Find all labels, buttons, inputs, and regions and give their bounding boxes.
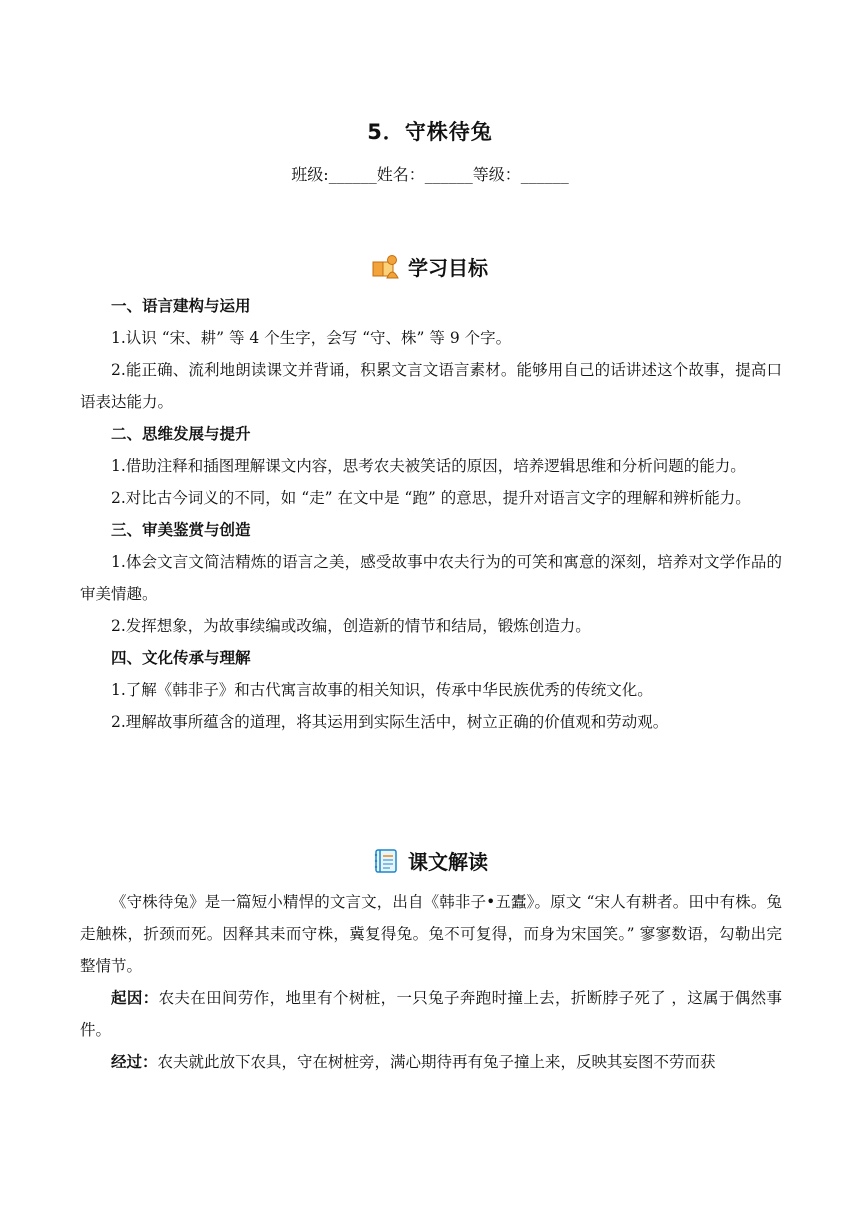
process-paragraph	[80, 1046, 782, 1078]
section-heading-text-interpretation	[0, 846, 860, 875]
goal-item: 2.理解故事所蕴含的道理，将其运用到实际生活中，树立正确的价值观和劳动观。	[111, 713, 669, 731]
section-heading-label: 课文解读	[408, 850, 488, 874]
notebook-icon	[372, 848, 400, 874]
cause-label: 起因：	[111, 989, 159, 1007]
goal-item: 1.认识 “宋、耕” 等 4 个生字，会写 “守、株” 等 9 个字。	[111, 329, 512, 347]
student-reading-icon	[372, 254, 400, 280]
goal-item: 2.对比古今词义的不同，如 “走” 在文中是 “跑” 的意思，提升对语言文字的理解和辨析能力。	[111, 489, 751, 507]
process-text: 农夫就此放下农具，守在树桩旁，满心期待再有兔子撞上来，反映其妄图不劳而获	[157, 1053, 716, 1071]
section-heading-label: 学习目标	[408, 256, 488, 280]
section-heading-learning-goals	[0, 252, 860, 281]
class-name-grade-line: 班级:______姓名：______等级：______	[291, 165, 569, 184]
goal-item: 2.能正确、流利地朗读课文并背诵，积累文言文语言素材。能够用自己的话讲述这个故事，提高口语表达能力。	[80, 361, 782, 411]
learning-goals-content	[80, 290, 782, 738]
page-title: 5．守株待兔	[367, 120, 493, 144]
goal-group-heading: 二、思维发展与提升	[111, 425, 251, 443]
process-label: 经过：	[111, 1053, 158, 1071]
cause-paragraph	[80, 982, 782, 1046]
goal-item: 2.发挥想象，为故事续编或改编，创造新的情节和结局，锻炼创造力。	[111, 617, 591, 635]
goal-item: 1.了解《韩非子》和古代寓言故事的相关知识，传承中华民族优秀的传统文化。	[111, 681, 653, 699]
intro-paragraph: 《守株待兔》是一篇短小精悍的文言文，出自《韩非子•五蠹》。原文 “宋人有耕者。田中有株。兔走触株，折颈而死。因释其耒而守株，冀复得兔。兔不可复得，而身为宋国笑。” 寥寥数语，勾勒出完整情节。	[80, 893, 782, 975]
cause-text: 农夫在田间劳作，地里有个树桩，一只兔子奔跑时撞上去，折断脖子死了 ，这属于偶然事件。	[80, 989, 782, 1039]
goal-item: 1.体会文言文简洁精炼的语言之美，感受故事中农夫行为的可笑和寓意的深刻，培养对文学作品的审美情趣。	[80, 553, 782, 603]
goal-group-heading: 一、语言建构与运用	[111, 297, 251, 315]
goal-group-heading: 三、审美鉴赏与创造	[111, 521, 251, 539]
goal-item: 1.借助注释和插图理解课文内容，思考农夫被笑话的原因，培养逻辑思维和分析问题的能力。	[111, 457, 746, 475]
text-interpretation-content	[80, 886, 782, 1078]
goal-group-heading: 四、文化传承与理解	[111, 649, 251, 667]
